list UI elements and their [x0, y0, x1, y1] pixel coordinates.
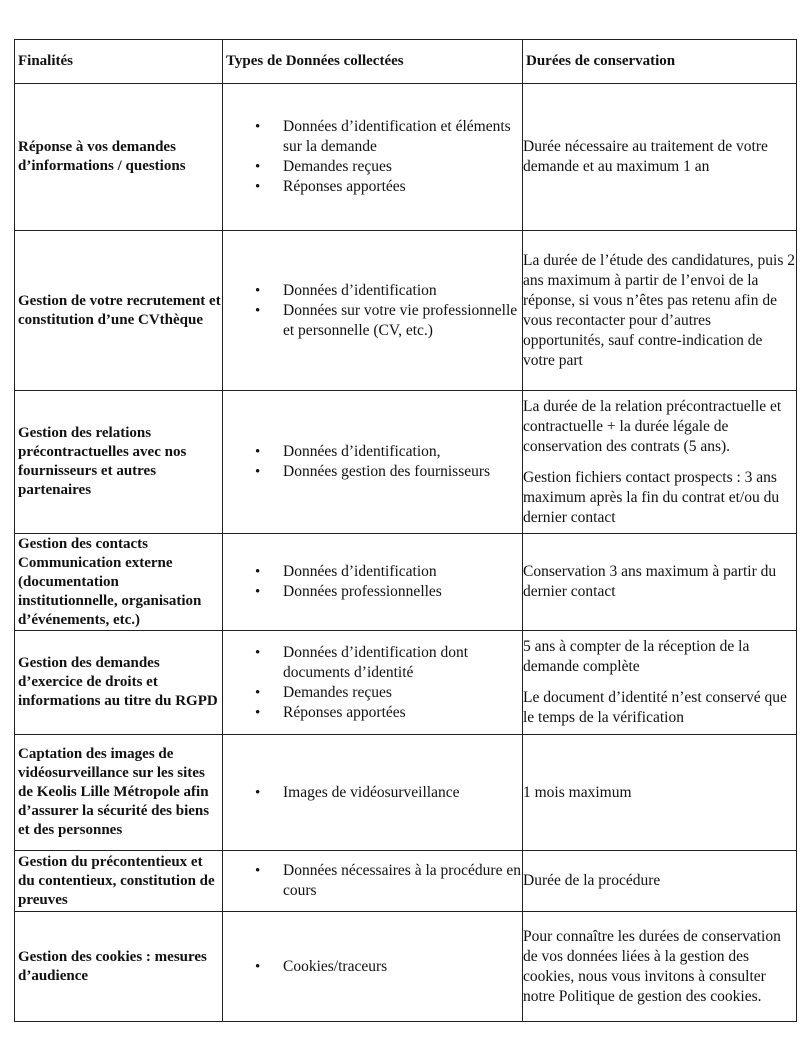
- table-row: [15, 84, 797, 231]
- table-row: [15, 912, 797, 1022]
- purpose-cell: [15, 735, 223, 851]
- types-cell: [223, 391, 523, 534]
- purpose-cell: [15, 231, 223, 391]
- data-types-list: [223, 281, 522, 341]
- duration-text: La durée de la relation précontractuelle et contractuelle + la durée légale de conservation des contrats (5 ans).: [523, 397, 782, 455]
- duration-cell: [523, 231, 797, 391]
- data-types-list: [223, 442, 522, 482]
- table-row: [15, 735, 797, 851]
- purpose-cell: [15, 851, 223, 912]
- duration-text: La durée de l’étude des candidatures, puis 2 ans maximum à partir de l’envoi de la réponse, si vous n’êtes pas retenu afin de vous recontacter pour d’autres opportunités, sauf contre-indication de votre part: [523, 251, 796, 369]
- duration-cell: [523, 84, 797, 231]
- data-type-item: • Données d’identification,: [283, 442, 522, 462]
- table-row: [15, 631, 797, 735]
- types-cell: [223, 735, 523, 851]
- purpose-text: Captation des images de vidéosurveillance sur les sites de Keolis Lille Métropole afin d’assurer la sécurité des biens et des personnes: [18, 746, 210, 838]
- data-types-list: [223, 957, 522, 977]
- purpose-text: Gestion du précontentieux et du contentieux, constitution de preuves: [18, 853, 215, 908]
- duration-text: Gestion fichiers contact prospects : 3 ans maximum après la fin du contrat et/ou du dernier contact: [523, 468, 780, 526]
- purpose-text: Gestion des contacts Communication externe (documentation institutionnelle, organisation d’événements, etc.): [18, 535, 202, 628]
- duration-cell: [523, 851, 797, 912]
- data-types-list: [223, 117, 522, 197]
- data-type-item: • Demandes reçues: [283, 683, 522, 703]
- table-row: [15, 391, 797, 534]
- table-row: [15, 851, 797, 912]
- data-type-item: • Données d’identification: [283, 562, 522, 582]
- duration-text: Pour connaître les durées de conservation de vos données liées à la gestion des cookies, nous vous invitons à consulter notre Politique de gestion des cookies.: [523, 927, 781, 1005]
- purpose-cell: [15, 84, 223, 231]
- data-type-item: • Données d’identification: [283, 281, 522, 301]
- table-body: [15, 84, 797, 1022]
- header-duration-cell: [523, 40, 797, 84]
- types-cell: [223, 534, 523, 631]
- header-types-cell: [223, 40, 523, 84]
- data-types-list: [223, 783, 522, 803]
- data-type-item: • Données d’identification dont documents d’identité: [283, 643, 522, 683]
- data-type-item: • Cookies/traceurs: [283, 957, 522, 977]
- types-cell: [223, 631, 523, 735]
- data-type-item: • Réponses apportées: [283, 703, 522, 723]
- data-type-item: • Demandes reçues: [283, 157, 522, 177]
- purpose-cell: [15, 391, 223, 534]
- data-type-item: • Données professionnelles: [283, 582, 522, 602]
- duration-cell: [523, 391, 797, 534]
- duration-text: 1 mois maximum: [523, 783, 632, 801]
- purpose-text: Gestion des demandes d’exercice de droits et informations au titre du RGPD: [18, 655, 218, 709]
- duration-cell: [523, 735, 797, 851]
- header-purpose: Finalités: [18, 53, 73, 69]
- purpose-text: Gestion des cookies : mesures d’audience: [18, 948, 207, 984]
- purpose-text: Gestion de votre recrutement et constitution d’une CVthèque: [18, 292, 221, 328]
- header-purpose-cell: [15, 40, 223, 84]
- data-type-item: • Images de vidéosurveillance: [283, 783, 522, 803]
- purpose-text: Gestion des relations précontractuelles avec nos fournisseurs et autres partenaires: [18, 425, 187, 498]
- data-type-item: • Données gestion des fournisseurs: [283, 462, 522, 482]
- duration-cell: [523, 912, 797, 1022]
- table-row: [15, 534, 797, 631]
- data-types-list: [223, 643, 522, 723]
- purpose-cell: [15, 534, 223, 631]
- purpose-cell: [15, 912, 223, 1022]
- duration-text: Durée nécessaire au traitement de votre demande et au maximum 1 an: [523, 138, 768, 175]
- types-cell: [223, 84, 523, 231]
- duration-cell: [523, 631, 797, 735]
- data-type-item: • Données sur votre vie professionnelle et personnelle (CV, etc.): [283, 301, 522, 341]
- duration-text: Durée de la procédure: [523, 872, 661, 889]
- data-types-list: [223, 861, 522, 901]
- types-cell: [223, 912, 523, 1022]
- purpose-cell: [15, 631, 223, 735]
- data-type-item: • Données nécessaires à la procédure en cours: [283, 861, 522, 901]
- duration-text: Conservation 3 ans maximum à partir du dernier contact: [523, 563, 777, 600]
- types-cell: [223, 851, 523, 912]
- types-cell: [223, 231, 523, 391]
- header-duration: Durées de conservation: [526, 53, 676, 69]
- purpose-text: Réponse à vos demandes d’informations / questions: [18, 139, 186, 174]
- data-type-item: • Données d’identification et éléments sur la demande: [283, 117, 522, 157]
- data-type-item: • Réponses apportées: [283, 177, 522, 197]
- table-header-row: [15, 40, 797, 84]
- duration-cell: [523, 534, 797, 631]
- data-retention-table: [14, 39, 797, 1022]
- header-types: Types de Données collectées: [226, 53, 404, 69]
- duration-text: Le document d’identité n’est conservé que le temps de la vérification: [523, 689, 787, 726]
- table-row: [15, 231, 797, 391]
- data-types-list: [223, 562, 522, 602]
- duration-text: 5 ans à compter de la réception de la demande complète: [523, 638, 750, 675]
